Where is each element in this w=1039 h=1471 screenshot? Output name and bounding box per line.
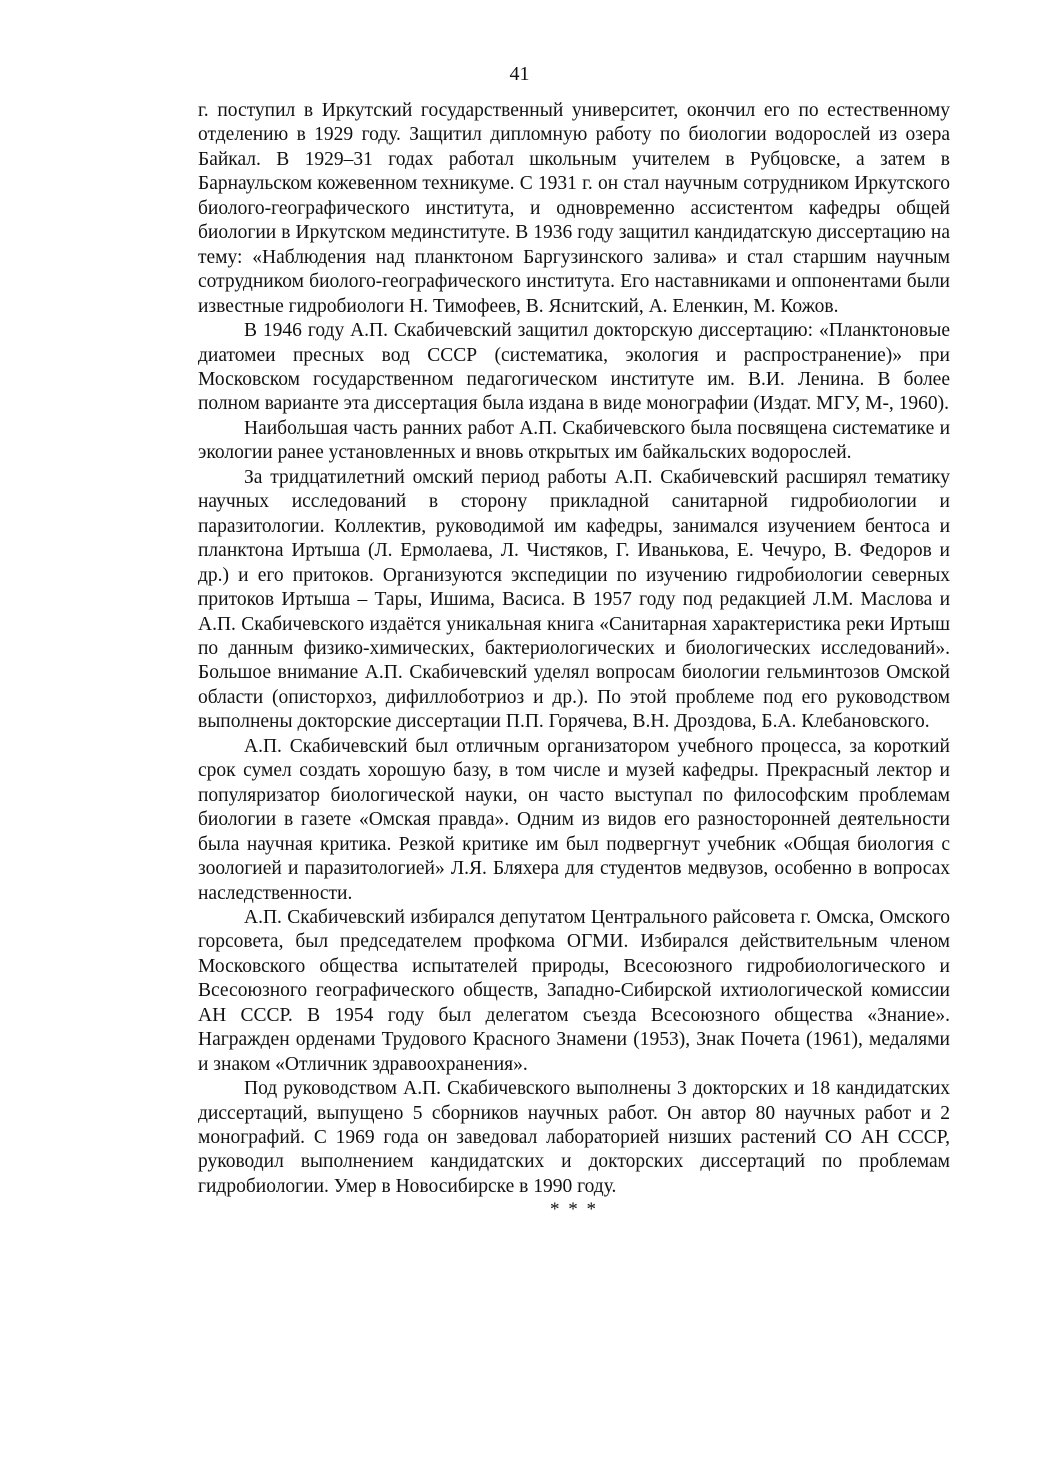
paragraph-early-works: Наибольшая часть ранних работ А.П. Скабичевского была посвящена систематике и экологии ранее установленных и вновь открытых им байкальских водорослей.: [198, 417, 950, 464]
paragraph-biography-continued: г. поступил в Иркутский государственный университет, окончил его по естественному отделению в 1929 году. Защитил дипломную работу по биологии водорослей из озера Байкал. В 1929–31 годах работал школьным учителем в Рубцовске, а затем в Барнаульском кожевенном техникуме. С 1931 г. он стал научным сотрудником Иркутского биолого-географического института, и одновременно ассистентом кафедры общей биологии в Иркутском мединституте. В 1936 году защитил кандидатскую диссертацию на тему: «Наблюдения над планктоном Баргузинского залива» и стал старшим научным сотрудником биолого-географического института. Его наставниками и оппонентами были известные гидробиологи Н. Тимофеев, В. Яснитский, А. Еленкин, М. Кожов.: [198, 100, 950, 317]
paragraph-doctoral-dissertation: В 1946 году А.П. Скабичевский защитил докторскую диссертацию: «Планктоновые диатомеи пресных вод СССР (систематика, экология и распространение)» при Московском государственном педагогическом институте им. В.И. Ленина. В более полном варианте эта диссертация была издана в виде монографии (Издат. МГУ, М-, 1960).: [198, 320, 950, 415]
section-separator: * * *: [550, 1199, 598, 1221]
paragraph-legacy: Под руководством А.П. Скабичевского выполнены 3 докторских и 18 кандидатских диссертаций, выпущено 5 сборников научных работ. Он автор 80 научных работ и 2 монографий. С 1969 года он заведовал лабораторией низших растений СО АН СССР, руководил выполнением кандидатских и докторских диссертаций по проблемам гидробиологии. Умер в Новосибирске в 1990 году.: [198, 1078, 950, 1197]
body-text: [198, 99, 950, 1221]
paragraph-public-activity: А.П. Скабичевский избирался депутатом Центрального райсовета г. Омска, Омского горсовета, был председателем профкома ОГМИ. Избирался действительным членом Московского общества испытателей природы, Всесоюзного гидробиологического и Всесоюзного географического обществ, Западно-Сибирской ихтиологической комиссии АН СССР. В 1954 году был делегатом съезда Всесоюзного общества «Знание». Награжден орденами Трудового Красного Знамени (1953), Знак Почета (1961), медалями и знаком «Отличник здравоохранения».: [198, 906, 950, 1075]
page-number: 41: [509, 63, 530, 85]
paragraph-omsk-period: За тридцатилетний омский период работы А.П. Скабичевский расширял тематику научных исследований в сторону прикладной санитарной гидробиологии и паразитологии. Коллектив, руководимой им кафедры, занимался изучением бентоса и планктона Иртыша (Л. Ермолаева, Л. Чистяков, Г. Иванькова, Е. Чечуро, В. Федоров и др.) и его притоков. Организуются экспедиции по изучению гидробиологии северных притоков Иртыша – Тары, Ишима, Васиса. В 1957 году под редакцией Л.М. Маслова и А.П. Скабичевского издаётся уникальная книга «Санитарная характеристика реки Иртыш по данным физико-химических, бактериологических и биологических исследований». Большое внимание А.П. Скабичевский уделял вопросам биологии гельминтозов Омской области (описторхоз, дифиллоботриоз и др.). По этой проблеме под его руководством выполнены докторские диссертации П.П. Горячева, В.Н. Дроздова, Б.А. Клебановского.: [198, 466, 950, 733]
paragraph-teaching: А.П. Скабичевский был отличным организатором учебного процесса, за короткий срок сумел создать хорошую базу, в том числе и музей кафедры. Прекрасный лектор и популяризатор биологической науки, он часто выступал по философским проблемам биологии в газете «Омская правда». Одним из видов его разносторонней деятельности была научная критика. Резкой критике им был подвергнут учебник «Общая биология с зоологией и паразитологией» Л.Я. Бляхера для студентов медвузов, особенно в вопросах наследственности.: [198, 735, 950, 904]
